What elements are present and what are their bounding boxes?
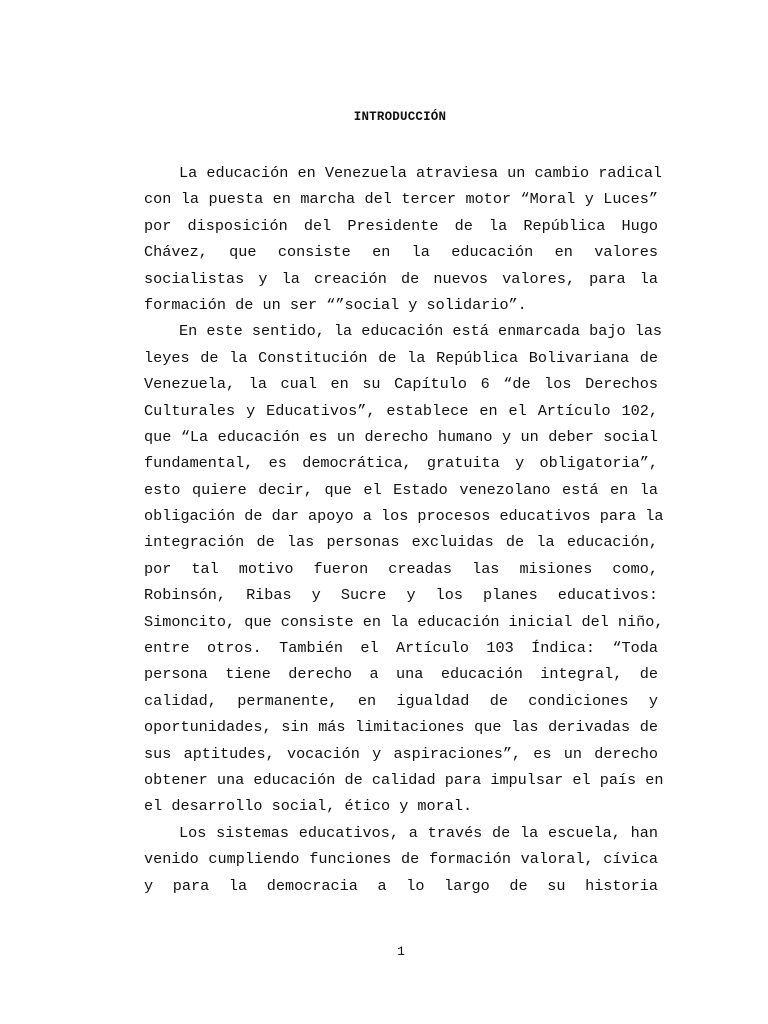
text-line: leyes de la Constitución de la República Bolivariana de bbox=[144, 348, 658, 367]
text-line: La educación en Venezuela atraviesa un cambio radical bbox=[179, 164, 663, 182]
text-line: venido cumpliendo funciones de formación valoral, cívica bbox=[144, 850, 658, 869]
text-line: oportunidades, sin más limitaciones que las derivadas de bbox=[144, 718, 658, 737]
text-line: y para la democracia a lo largo de su historia bbox=[144, 876, 658, 895]
text-line: Chávez, que consiste en la educación en valores bbox=[144, 243, 658, 262]
text-line: Simoncito, que consiste en la educación inicial del niño, bbox=[144, 612, 664, 631]
text-line: socialistas y la creación de nuevos valores, para la bbox=[144, 269, 658, 288]
text-line: Culturales y Educativos”, establece en el Artículo 102, bbox=[144, 401, 658, 420]
text-line: sus aptitudes, vocación y aspiraciones”, es un derecho bbox=[144, 744, 658, 763]
text-line: el desarrollo social, ético y moral. bbox=[144, 797, 473, 816]
text-line: con la puesta en marcha del tercer motor “Moral y Luces” bbox=[144, 190, 658, 209]
text-line: esto quiere decir, que el Estado venezolano está en la bbox=[144, 480, 658, 499]
document-heading: INTRODUCCIÓN bbox=[353, 110, 447, 124]
text-line: entre otros. También el Artículo 103 Índica: “Toda bbox=[144, 639, 658, 658]
page-number: 1 bbox=[397, 944, 405, 959]
text-line: que “La educación es un derecho humano y un deber social bbox=[144, 427, 658, 446]
text-line: Robinsón, Ribas y Sucre y los planes educativos: bbox=[144, 586, 658, 605]
text-line: fundamental, es democrática, gratuita y obligatoria”, bbox=[144, 454, 658, 473]
text-line: obligación de dar apoyo a los procesos educativos para la bbox=[144, 507, 664, 526]
document-body bbox=[144, 160, 664, 899]
text-line: Los sistemas educativos, a través de la escuela, han bbox=[179, 823, 658, 842]
text-line: por tal motivo fueron creadas las misiones como, bbox=[144, 559, 658, 578]
text-line: En este sentido, la educación está enmarcada bajo las bbox=[179, 322, 663, 341]
text-line: integración de las personas excluidas de la educación, bbox=[144, 533, 658, 552]
text-line: persona tiene derecho a una educación integral, de bbox=[144, 665, 658, 684]
text-line: formación de un ser “”social y solidario”. bbox=[144, 295, 527, 314]
text-line: calidad, permanente, en igualdad de condiciones y bbox=[144, 691, 658, 710]
text-line: por disposición del Presidente de la República Hugo bbox=[144, 216, 658, 235]
text-line: Venezuela, la cual en su Capítulo 6 “de los Derechos bbox=[144, 375, 658, 394]
text-line: obtener una educación de calidad para impulsar el país en bbox=[144, 770, 664, 789]
